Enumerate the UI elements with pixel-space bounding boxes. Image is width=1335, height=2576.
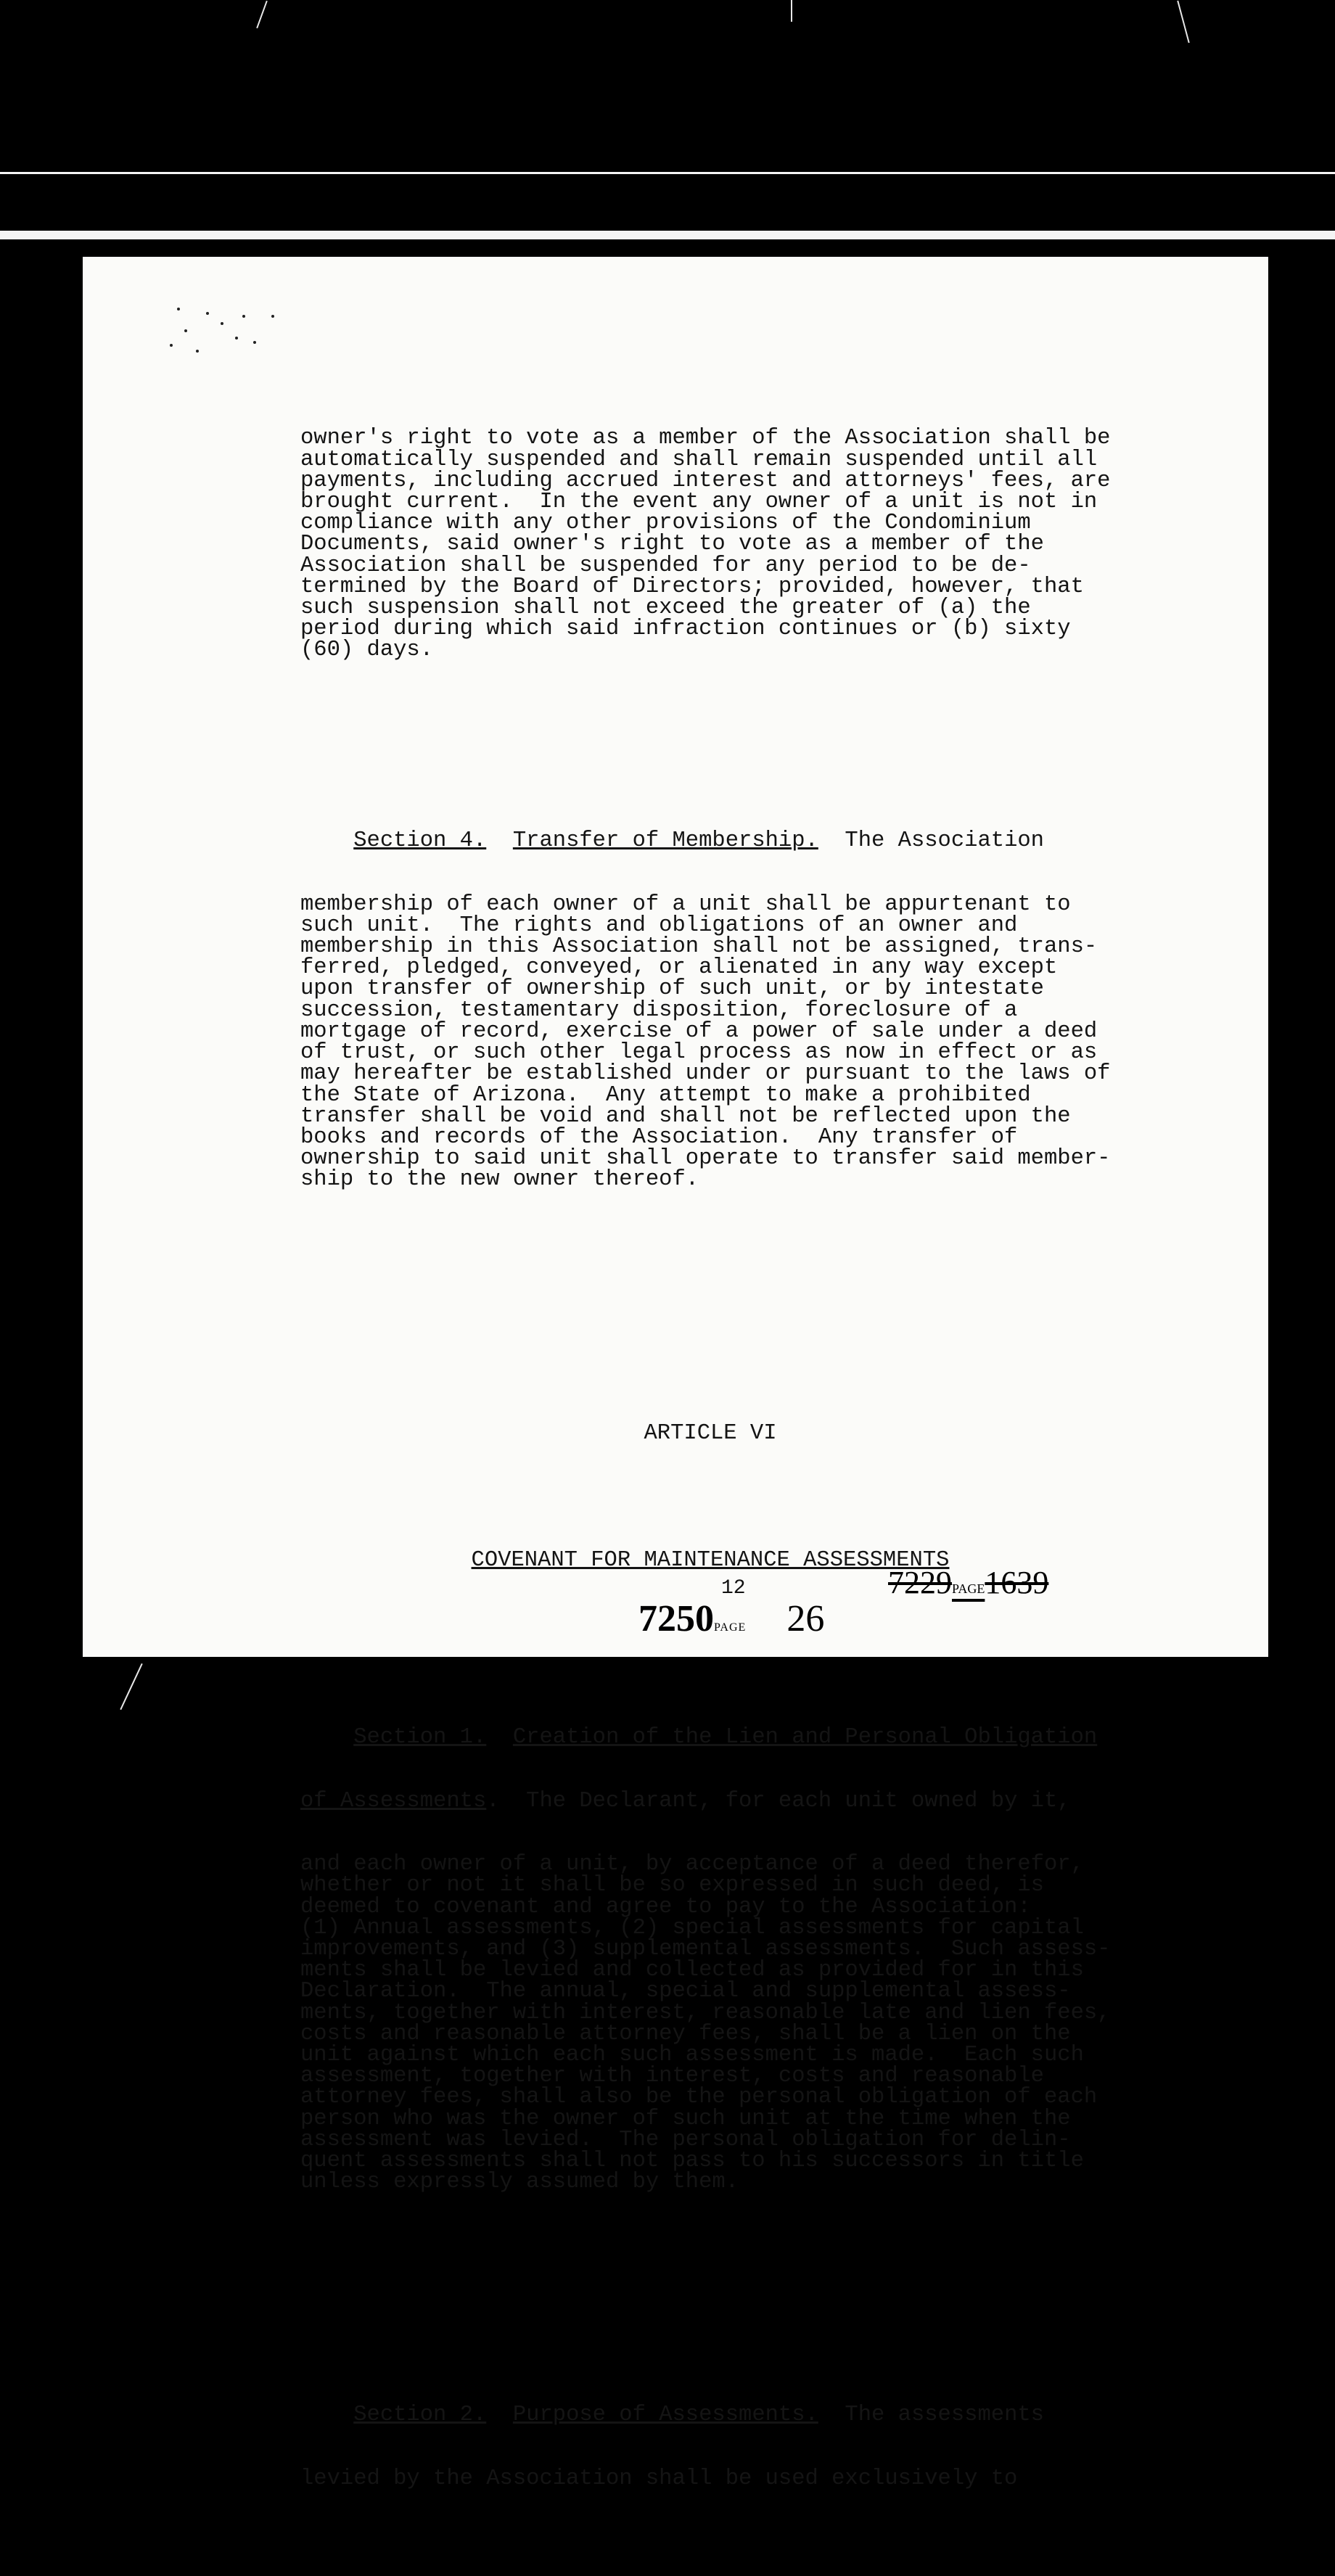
section-2-first-line: The assessments [818, 2403, 1044, 2428]
text-line: assessment was levied. The personal obligation for delin- [300, 2127, 1071, 2152]
text-line: termined by the Board of Directors; provided, however, that [300, 574, 1084, 599]
stamp-new-page-word: PAGE [714, 1621, 747, 1634]
text-line: books and records of the Association. Any transfer of [300, 1124, 1018, 1150]
scan-scratch [120, 1663, 142, 1710]
section-1-title-line-2: of Assessments [300, 1788, 487, 1814]
recording-stamp-new [638, 1597, 824, 1640]
scan-specks [126, 293, 344, 380]
text-line: may hereafter be established under or pursuant to the laws of [300, 1061, 1111, 1087]
stamp-new-page: 26 [786, 1598, 825, 1639]
text-line: Documents, said owner's right to vote as a member of the [300, 532, 1044, 557]
text-line: unit against which each such assessment is made. Each such [300, 2043, 1084, 2068]
article-heading: ARTICLE VI [644, 1421, 777, 1447]
scan-edge-line [0, 172, 1335, 174]
scan-scratch [1177, 1, 1189, 43]
text-line: ferred, pledged, conveyed, or alienated in any way except [300, 955, 1058, 981]
section-1-title-line-1: Creation of the Lien and Personal Obligation [512, 1724, 1098, 1750]
text-line: of trust, or such other legal process as now in effect or as [300, 1040, 1098, 1066]
stamp-old-book: 7229 [888, 1565, 952, 1600]
scan-scratch [791, 0, 792, 22]
text-line: brought current. In the event any owner of a unit is not in [300, 490, 1098, 515]
text-line: compliance with any other provisions of the Condominium [300, 511, 1031, 536]
text-line: the State of Arizona. Any attempt to make a prohibited [300, 1082, 1031, 1108]
text-line: and each owner of a unit, by acceptance of a deed therefor, [300, 1852, 1084, 1877]
text-line: membership in this Association shall not be assigned, trans- [300, 934, 1098, 960]
text-line: upon transfer of ownership of such unit, or by intestate [300, 976, 1044, 1002]
text-line: quent assessments shall not pass to his successors in title [300, 2149, 1084, 2174]
text-line: levied by the Association shall be used exclusively to [300, 2466, 1018, 2491]
text-line: membership of each owner of a unit shall be appurtenant to [300, 892, 1071, 917]
section-2-title: Purpose of Assessments. [512, 2403, 818, 2428]
recording-stamp-old [888, 1564, 1048, 1601]
text-line: ments, together with interest, reasonable late and lien fees, [300, 2000, 1111, 2025]
text-line: improvements, and (3) supplemental assessments. Such assess- [300, 1937, 1111, 1962]
text-line: deemed to covenant and agree to pay to the Association: [300, 1894, 1031, 1919]
section-1-label: Section 1. [353, 1724, 487, 1750]
text-line: such suspension shall not exceed the greater of (a) the [300, 596, 1031, 621]
text-line: succession, testamentary disposition, foreclosure of a [300, 997, 1018, 1023]
stamp-new-book: 7250 [638, 1598, 714, 1639]
text-line: attorney fees, shall also be the personal obligation of each [300, 2085, 1098, 2110]
section-2 [300, 2363, 1244, 2532]
text-line: mortgage of record, exercise of a power of sale under a deed [300, 1019, 1098, 1044]
text-line: Association shall be suspended for any period to be de- [300, 553, 1031, 578]
text-line: such unit. The rights and obligations of an owner and [300, 913, 1018, 938]
text-line: owner's right to vote as a member of the Association shall be [300, 426, 1111, 451]
text-line: assessment, together with interest, costs and reasonable [300, 2064, 1044, 2089]
text-line: period during which said infraction continues or (b) sixty [300, 617, 1071, 642]
scan-scratch [256, 1, 268, 28]
text-line: (60) days. [300, 638, 434, 663]
stamp-old-page: 1639 [985, 1565, 1049, 1600]
text-line: automatically suspended and shall remain suspended until all [300, 447, 1098, 472]
stamp-old-page-word: PAGE [952, 1581, 985, 1596]
text-line: person who was the owner of such unit at the time when the [300, 2106, 1071, 2131]
text-line: ship to the new owner thereof. [300, 1167, 699, 1193]
article-title: COVENANT FOR MAINTENANCE ASSESSMENTS [471, 1548, 950, 1573]
text-line: ments shall be levied and collected as provided for in this [300, 1958, 1084, 1983]
text-line: Declaration. The annual, special and supplemental assess- [300, 1979, 1071, 2004]
section-2-label: Section 2. [353, 2403, 487, 2428]
text-line: (1) Annual assessments, (2) special assessments for capital [300, 1915, 1084, 1941]
text-line: whether or not it shall be so expressed in such deed, is [300, 1873, 1044, 1898]
text-line: ownership to said unit shall operate to transfer said member- [300, 1146, 1111, 1172]
text-line: transfer shall be void and shall not be reflected upon the [300, 1103, 1071, 1129]
section-1-line-2-rest: . The Declarant, for each unit owned by it, [486, 1788, 1071, 1814]
section-4-title: Transfer of Membership. [512, 828, 818, 854]
paragraph-voting-suspension [300, 428, 1244, 661]
document-page [83, 257, 1268, 2491]
text-line: unless expressly assumed by them. [300, 2170, 739, 2195]
document-body [300, 386, 1244, 2575]
text-line: payments, including accrued interest and attorneys' fees, are [300, 468, 1111, 493]
section-4-first-line: The Association [818, 828, 1044, 854]
scan-edge-bar [0, 231, 1335, 239]
section-4-label: Section 4. [353, 828, 487, 854]
text-line: costs and reasonable attorney fees, shall be a lien on the [300, 2021, 1071, 2046]
page-number: 12 [721, 1577, 746, 1600]
section-1 [300, 1685, 1244, 2236]
section-4 [300, 789, 1244, 1233]
